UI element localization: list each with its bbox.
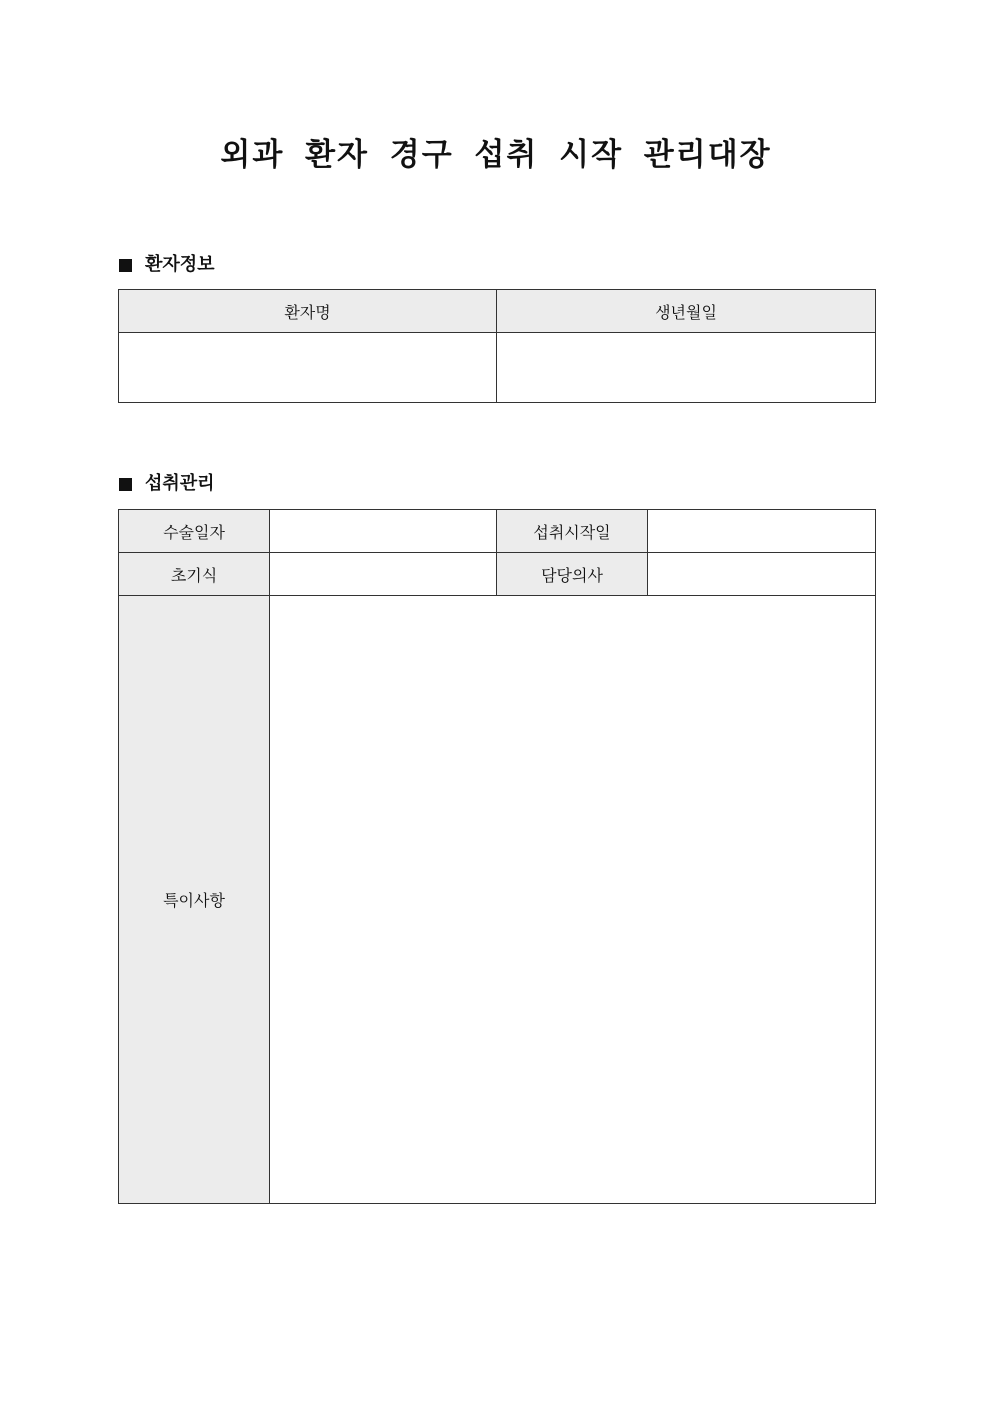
section-heading-label: 섭취관리 — [145, 473, 215, 494]
initial-diet-field[interactable] — [270, 553, 497, 596]
section-heading-patient-info — [119, 253, 215, 277]
surgery-date-label: 수술일자 — [119, 510, 270, 553]
table-header-row — [119, 290, 876, 333]
birth-date-header: 생년월일 — [497, 290, 876, 333]
section-heading-intake-management — [119, 472, 215, 496]
page-title: 외과 환자 경구 섭취 시작 관리대장 — [220, 137, 772, 173]
table-row — [119, 333, 876, 403]
special-notes-label: 특이사항 — [119, 596, 270, 1204]
surgery-date-field[interactable] — [270, 510, 497, 553]
special-notes-field[interactable] — [270, 596, 876, 1204]
table-row — [119, 596, 876, 1204]
square-bullet-icon — [119, 259, 132, 272]
attending-doctor-field[interactable] — [648, 553, 876, 596]
table-row — [119, 553, 876, 596]
patient-name-field[interactable] — [119, 333, 497, 403]
intake-start-date-label: 섭취시작일 — [497, 510, 648, 553]
intake-start-date-field[interactable] — [648, 510, 876, 553]
initial-diet-label: 초기식 — [119, 553, 270, 596]
patient-info-table — [118, 289, 876, 403]
section-heading-label: 환자정보 — [145, 254, 215, 275]
intake-management-table — [118, 509, 876, 1204]
table-row — [119, 510, 876, 553]
attending-doctor-label: 담당의사 — [497, 553, 648, 596]
birth-date-field[interactable] — [497, 333, 876, 403]
patient-name-header: 환자명 — [119, 290, 497, 333]
square-bullet-icon — [119, 478, 132, 491]
